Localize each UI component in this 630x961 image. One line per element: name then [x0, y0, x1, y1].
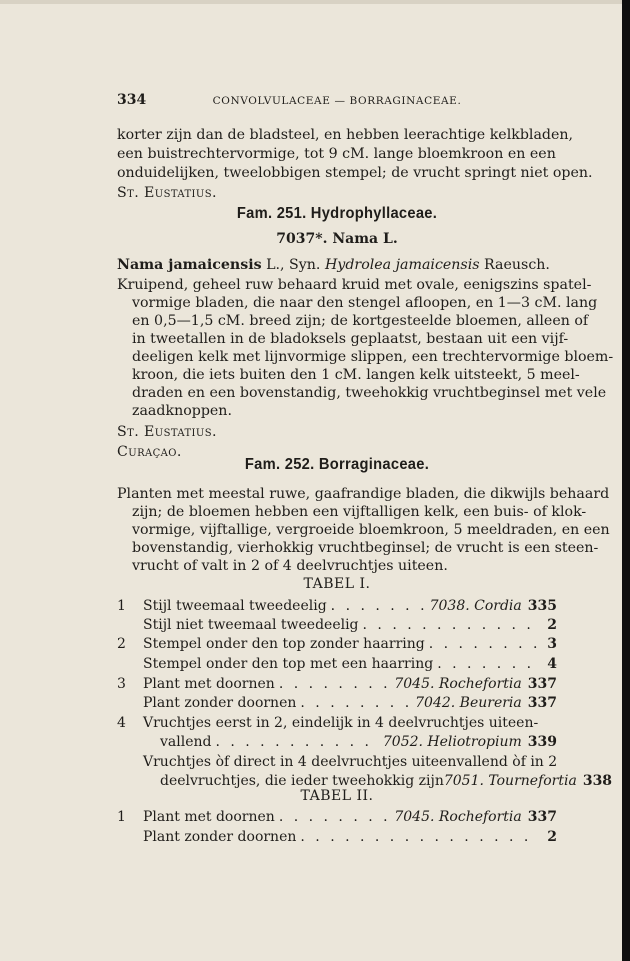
key-page: 339 — [527, 734, 557, 750]
description-line: en 0,5—1,5 cM. breed zijn; de kortgesteelde bloemen, alleen of — [132, 313, 589, 329]
key-number: 1 — [117, 809, 126, 825]
key-page: 337 — [527, 809, 557, 825]
key-text: Stijl tweemaal tweedeelig — [143, 598, 327, 614]
table-2-title: TABEL II. — [300, 788, 374, 804]
key-number: 4 — [117, 715, 126, 731]
description-line: vormige bladen, die naar den stengel afloopen, en 1—3 cM. lang — [132, 295, 598, 311]
page-header — [117, 92, 557, 110]
key-reference: 7038. Cordia — [429, 598, 522, 614]
key-page: 335 — [527, 598, 557, 614]
family-heading-252: Fam. 252. Borraginaceae. — [244, 456, 430, 473]
page-number: 334 — [117, 92, 147, 108]
key-text: deelvruchtjes, die ieder tweehokkig zijn — [160, 773, 444, 789]
description-line: kroon, die iets buiten den 1 cM. langen kelk uitsteekt, 5 meel- — [132, 367, 580, 383]
family-text-line: Planten met meestal ruwe, gaafrandige bladen, die dikwijls behaard — [117, 486, 610, 502]
key-row — [117, 694, 557, 712]
key-page: 338 — [582, 773, 613, 789]
key-reference: 7042. Beureria — [415, 695, 522, 711]
key-text: Stempel onder den top zonder haarring — [143, 636, 425, 652]
description-line: draden en een bovenstandig, tweehokkig vruchtbeginsel met vele — [132, 385, 607, 401]
locality: Curaçao. — [117, 444, 182, 460]
key-page: 337 — [527, 676, 557, 692]
key-row — [117, 616, 557, 634]
key-page: 4 — [547, 656, 557, 672]
key-page: 2 — [547, 617, 557, 633]
intro-line: korter zijn dan de bladsteel, en hebben leerachtige kelkbladen, — [117, 127, 574, 143]
description-line: zaadknoppen. — [132, 403, 232, 419]
key-text: Plant zonder doornen — [143, 829, 297, 845]
family-text-line: zijn; de bloemen hebben een vijftalligen kelk, een buis- of klok- — [132, 504, 587, 520]
family-text-line: vrucht of valt in 2 of 4 deelvruchtjes uiteen. — [132, 558, 448, 574]
locality: St. Eustatius. — [117, 185, 217, 201]
key-reference: 7045. Rochefortia — [394, 676, 522, 692]
species-name: Nama jamaicensis — [117, 257, 262, 273]
key-text: vallend — [160, 734, 212, 750]
synonym-author: Raeusch. — [479, 257, 550, 273]
description-line: Kruipend, geheel ruw behaard kruid met ovale, eenigszins spatel- — [117, 277, 592, 293]
family-text-line: bovenstandig, vierhokkig vruchtbeginsel; de vrucht is een steen- — [132, 540, 599, 556]
key-text: Plant met doornen — [143, 676, 275, 692]
key-text: Stempel onder den top met een haarring — [143, 656, 434, 672]
intro-line: onduidelijken, tweelobbigen stempel; de vrucht springt niet open. — [117, 165, 593, 181]
family-heading-251: Fam. 251. Hydrophyllaceae. — [236, 205, 438, 222]
species-line — [117, 256, 557, 274]
locality: St. Eustatius. — [117, 424, 217, 440]
table-1-title: TABEL I. — [303, 576, 371, 592]
key-reference: 7052. Heliotropium — [382, 734, 522, 750]
key-page: 337 — [527, 695, 557, 711]
key-text: Vruchtjes òf direct in 4 deelvruchtjes uiteenvallend òf in 2 — [143, 754, 558, 770]
key-number: 2 — [117, 636, 126, 652]
key-row-continuation — [117, 733, 557, 751]
key-text: Stijl niet tweemaal tweedeelig — [143, 617, 359, 633]
key-row — [117, 828, 557, 846]
key-reference: 7051. Tournefortia — [443, 773, 577, 789]
key-row — [117, 808, 557, 826]
key-page: 3 — [547, 636, 557, 652]
key-row — [117, 714, 557, 732]
key-row — [117, 675, 557, 693]
description-line: deeligen kelk met lijnvormige slippen, een trechtervormige bloem- — [132, 349, 614, 365]
description-line: in tweetallen in de bladoksels geplaatst, bestaan uit een vijf- — [132, 331, 569, 347]
species-author: L., Syn. — [261, 257, 325, 273]
key-number: 1 — [117, 598, 126, 614]
family-text-line: vormige, vijftallige, vergroeide bloemkroon, 5 meeldraden, en een — [132, 522, 610, 538]
genus-heading — [117, 231, 557, 247]
key-row — [117, 655, 557, 673]
key-page: 2 — [547, 829, 557, 845]
key-row — [117, 597, 557, 615]
key-reference: 7045. Rochefortia — [394, 809, 522, 825]
genus-name: Nama L. — [332, 231, 398, 247]
running-title: CONVOLVULACEAE — BORRAGINACEAE. — [212, 95, 462, 107]
species-synonym: Hydrolea jamaicensis — [324, 257, 480, 273]
intro-line: een buistrechtervormige, tot 9 cM. lange bloemkroon en een — [117, 146, 556, 162]
key-text: Plant met doornen — [143, 809, 275, 825]
key-row — [117, 753, 557, 771]
genus-number: 7037*. — [276, 231, 328, 247]
key-text: Plant zonder doornen — [143, 695, 297, 711]
key-text: Vruchtjes eerst in 2, eindelijk in 4 deelvruchtjes uiteen- — [143, 715, 539, 731]
page-binding-edge — [622, 0, 630, 961]
key-number: 3 — [117, 676, 126, 692]
key-row — [117, 635, 557, 653]
